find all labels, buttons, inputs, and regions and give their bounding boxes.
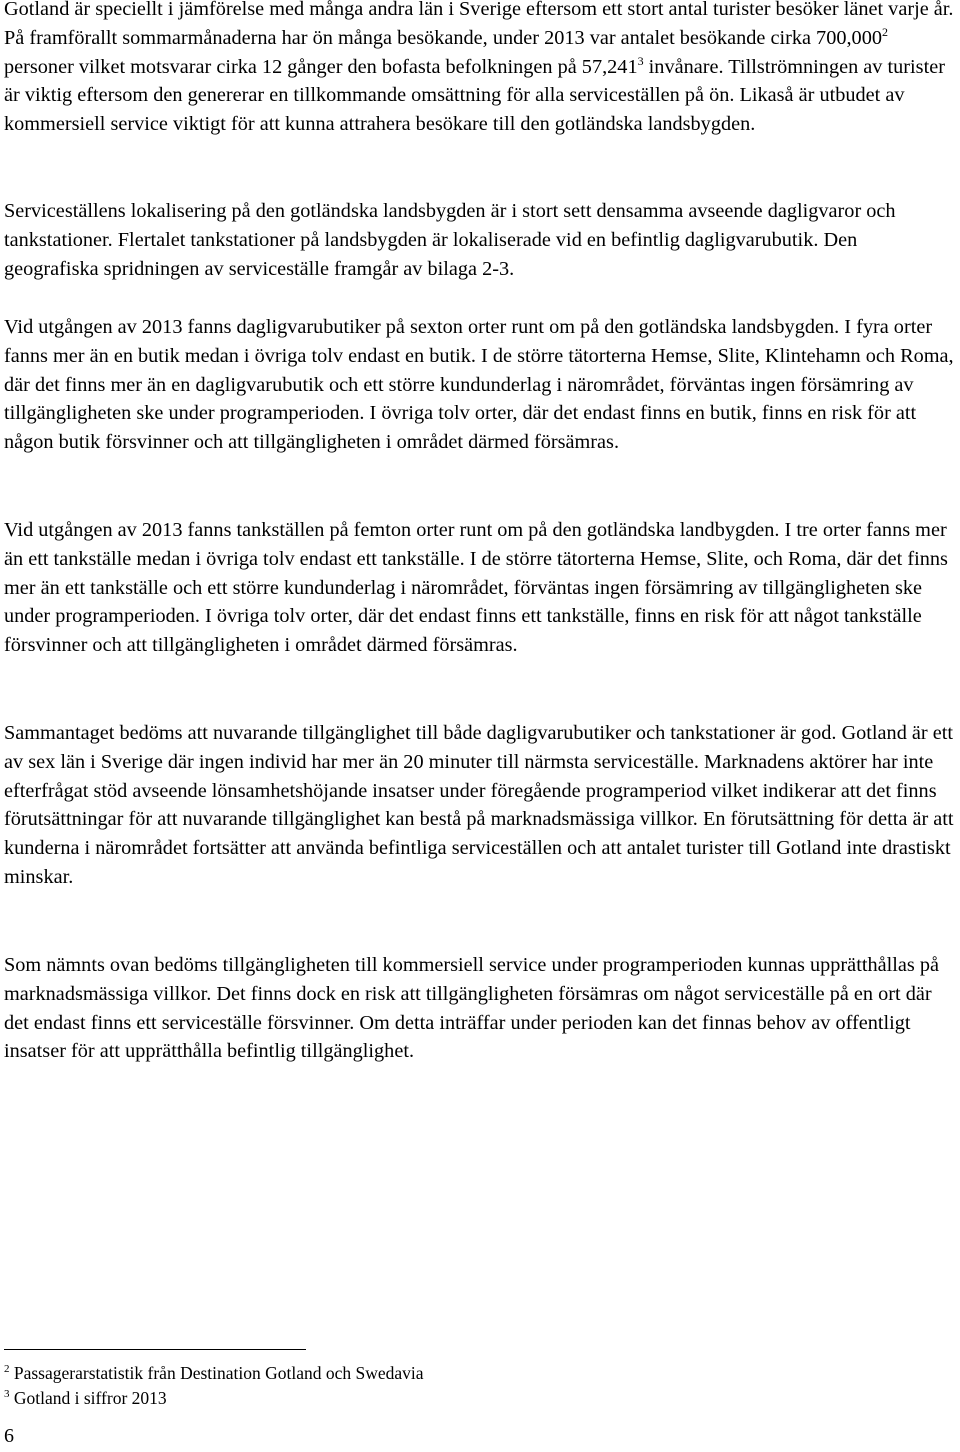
paragraph-text: personer vilket motsvarar cirka 12 gånger den bofasta befolkningen på 57,241 — [4, 55, 638, 78]
paragraph-grocery-stores: Vid utgången av 2013 fanns dagligvarubutiker på sexton orter runt om på den gotländska landsbygden. I fyra orter fanns mer än en butik medan i övriga tolv endast en butik. I de större tätorterna Hemse, Slite, Klintehamn och Roma, där det finns mer än en dagligvarubutik och ett större kundunderlag i närområdet, förväntas ingen försämring av tillgängligheten ske under programperioden. I övriga tolv orter, där det endast finns en butik, finns en risk för att någon butik försvinner och att tillgängligheten i området därmed försämras. — [4, 316, 954, 454]
footnote-3 — [4, 1386, 904, 1411]
paragraph-summary: Sammantaget bedöms att nuvarande tillgänglighet till både dagligvarubutiker och tankstationer är god. Gotland är ett av sex län i Sverige där ingen individ har mer än 20 minuter till närmsta serviceställe. Marknadens aktörer har inte efterfrågat stöd avseende lönsamhetshöjande insatser under föregående programperiod vilket indikerar att det finns förutsättningar för att nuvarande tillgänglighet kan bestå på marknadsmässiga villkor. En förutsättning för detta är att kunderna i närområdet fortsätter att använda befintliga serviceställen och att antalet turister till Gotland inte drastiskt minskar. — [4, 722, 954, 888]
footnote-2 — [4, 1361, 904, 1386]
footnote-number: 3 — [4, 1388, 10, 1400]
page-number: 6 — [4, 1425, 14, 1447]
footnote-ref: 2 — [881, 24, 888, 39]
paragraph-text: invånare. Tillströmningen av turister är viktig eftersom den genererar en tillkommande omsättning för alla serviceställen på ön. Likaså är utbudet av kommersiell service viktigt för att kunna attrahera besökare till den gotländska landsbygden. — [4, 55, 945, 136]
paragraph-conclusion: Som nämnts ovan bedöms tillgängligheten till kommersiell service under programperioden kunnas upprätthållas på marknadsmässiga villkor. Det finns dock en risk att tillgängligheten försämras om något serviceställe på en ort där det endast finns ett serviceställe försvinner. Om detta inträffar under perioden kan det finnas behov av offentligt insatser för att upprätthålla befintlig tillgänglighet. — [4, 954, 939, 1063]
footnote-divider — [4, 1349, 306, 1350]
footnote-ref: 3 — [637, 53, 644, 68]
paragraph-text: Gotland är speciellt i jämförelse med många andra län i Sverige eftersom ett stort antal turister besöker länet varje år. På framförallt sommarmånaderna har ön många besökande, under 2013 var antalet besökande cirka 700,000 — [4, 0, 954, 49]
footnote-text: Gotland i siffror 2013 — [13, 1388, 167, 1408]
footnote-text: Passagerarstatistik från Destination Gotland och Swedavia — [13, 1363, 424, 1383]
footnote-number: 2 — [4, 1363, 10, 1375]
footnotes — [4, 1361, 904, 1411]
paragraph-localization: Serviceställens lokalisering på den gotländska landsbygden är i stort sett densamma avseende dagligvaror och tankstationer. Flertalet tankstationer på landsbygden är lokaliserade vid en befintlig dagligvarubutik. Den geografiska spridningen av serviceställe framgår av bilaga 2-3. — [4, 200, 896, 280]
paragraph-fuel-stations: Vid utgången av 2013 fanns tankställen på femton orter runt om på den gotländska landbygden. I tre orter fanns mer än ett tankställe medan i övriga tolv endast ett tankställe. I de större tätorterna Hemse, Slite, och Roma, där det finns mer än ett tankställe och ett större kundunderlag i närområdet, förväntas ingen försämring av tillgängligheten ske under programperioden. I övriga tolv orter, där det endast finns ett tankställe, finns en risk för att något tankställe försvinner och att tillgängligheten i området därmed försämras. — [4, 519, 948, 657]
paragraph-tourism — [4, 0, 956, 139]
